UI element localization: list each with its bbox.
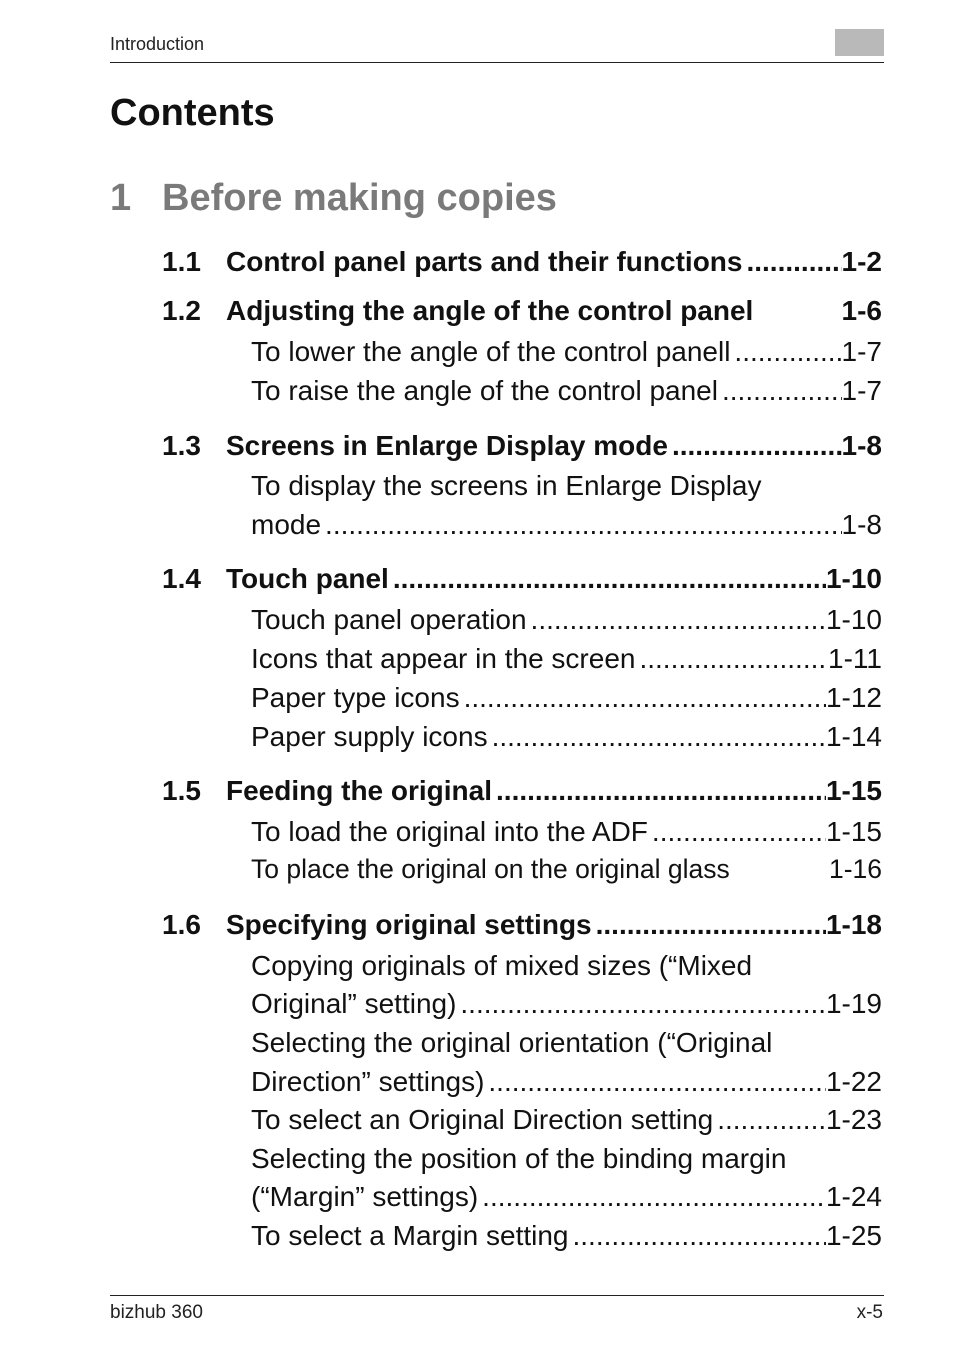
toc-page-number: 1-23	[825, 1104, 882, 1135]
toc-page-number: 1-11	[828, 643, 882, 674]
toc-entry-title: Paper type icons	[251, 682, 460, 713]
toc-section-entry[interactable]	[0, 246, 954, 282]
toc-entry-title: Selecting the position of the binding margin	[251, 1143, 787, 1174]
toc-subentry[interactable]	[0, 1143, 954, 1179]
toc-subentry[interactable]	[0, 721, 954, 757]
toc-dot-leader	[527, 604, 826, 636]
toc-entry-body	[251, 1143, 882, 1175]
toc-entry-title: Touch panel	[226, 563, 389, 594]
toc-entry-body	[226, 563, 882, 595]
toc-subentry[interactable]	[0, 1066, 954, 1102]
toc-subentry[interactable]	[0, 682, 954, 718]
toc-entry-title: Copying originals of mixed sizes (“Mixed	[251, 950, 753, 981]
toc-page-number: 1-24	[825, 1181, 882, 1212]
page-title: Contents	[110, 92, 275, 134]
toc-entry-title: (“Margin” settings)	[251, 1181, 479, 1212]
toc-dot-leader	[456, 988, 826, 1020]
toc-section-number: 1.1	[162, 246, 201, 277]
toc-entry-title: Specifying original settings	[226, 909, 592, 940]
toc-section-entry[interactable]	[0, 430, 954, 466]
toc-subentry[interactable]	[0, 816, 954, 852]
toc-page-number: 1-16	[828, 854, 882, 884]
toc-dot-leader	[718, 375, 842, 407]
toc-entry-title: To place the original on the original glass	[251, 854, 730, 884]
footer-product-name: bizhub 360	[110, 1302, 203, 1323]
toc-section-entry[interactable]	[0, 775, 954, 811]
toc-entry-body	[251, 816, 882, 848]
toc-entry-body	[251, 682, 882, 714]
toc-dot-leader	[592, 909, 826, 941]
toc-page-number: 1-6	[841, 295, 882, 326]
toc-section-number: 1.3	[162, 430, 201, 461]
toc-entry-body	[251, 988, 882, 1020]
running-header: Introduction	[110, 34, 205, 54]
toc-subentry[interactable]	[0, 470, 954, 506]
toc-page-number: 1-19	[825, 988, 882, 1019]
toc-entry-title: Adjusting the angle of the control panel	[226, 295, 754, 326]
chapter-number: 1	[110, 177, 132, 219]
toc-dot-leader	[389, 563, 826, 595]
toc-dot-leader	[742, 246, 841, 278]
toc-dot-leader	[648, 816, 826, 848]
toc-page-number: 1-22	[825, 1066, 882, 1097]
toc-page-number: 1-8	[841, 430, 882, 461]
toc-page-number: 1-7	[841, 375, 882, 406]
toc-page-number: 1-14	[825, 721, 882, 752]
toc-entry-title: Paper supply icons	[251, 721, 488, 752]
header-divider	[110, 62, 884, 63]
toc-dot-leader	[713, 1104, 826, 1136]
toc-entry-title: To select an Original Direction setting	[251, 1104, 714, 1135]
toc-page-number: 1-10	[825, 604, 882, 635]
toc-entry-title: Control panel parts and their functions	[226, 246, 743, 277]
toc-page-number: 1-25	[825, 1220, 882, 1251]
toc-section-number: 1.4	[162, 563, 201, 594]
toc-page-number: 1-18	[825, 909, 882, 940]
toc-section-number: 1.6	[162, 909, 201, 940]
chapter-title: Before making copies	[162, 177, 557, 219]
toc-section-entry[interactable]	[0, 295, 954, 331]
toc-subentry[interactable]	[0, 604, 954, 640]
footer-page-number: x-5	[856, 1302, 883, 1323]
toc-entry-body	[251, 1066, 882, 1098]
toc-dot-leader	[488, 721, 826, 753]
toc-entry-body	[251, 1220, 882, 1252]
toc-entry-title: To select a Margin setting	[251, 1220, 569, 1251]
toc-subentry[interactable]	[0, 1220, 954, 1256]
toc-entry-title: To raise the angle of the control panel	[251, 375, 718, 406]
toc-entry-title: To display the screens in Enlarge Display	[251, 470, 762, 501]
toc-section-entry[interactable]	[0, 563, 954, 599]
toc-entry-body	[251, 604, 882, 636]
toc-entry-body	[226, 246, 882, 278]
toc-entry-body	[251, 470, 882, 502]
toc-subentry[interactable]	[0, 643, 954, 679]
toc-page-number: 1-15	[825, 816, 882, 847]
toc-subentry[interactable]	[0, 509, 954, 545]
toc-entry-body	[226, 430, 882, 462]
toc-dot-leader	[569, 1220, 826, 1252]
toc-dot-leader	[460, 682, 826, 714]
toc-dot-leader	[492, 775, 826, 807]
toc-page-number: 1-8	[841, 509, 882, 540]
toc-entry-body	[251, 336, 882, 368]
toc-entry-body	[251, 950, 882, 982]
toc-page-number: 1-7	[841, 336, 882, 367]
toc-entry-body	[251, 1027, 882, 1059]
header-tab-marker	[835, 29, 884, 56]
footer-divider	[110, 1295, 884, 1296]
toc-entry-body	[226, 909, 882, 941]
toc-entry-title: Icons that appear in the screen	[251, 643, 636, 674]
toc-dot-leader	[635, 643, 828, 675]
toc-subentry[interactable]	[0, 988, 954, 1024]
toc-entry-body	[251, 721, 882, 753]
toc-entry-body	[251, 854, 882, 885]
toc-subentry[interactable]	[0, 1104, 954, 1140]
toc-subentry[interactable]	[0, 854, 954, 890]
toc-page-number: 1-2	[841, 246, 882, 277]
toc-subentry[interactable]	[0, 1027, 954, 1063]
toc-entry-title: Screens in Enlarge Display mode	[226, 430, 668, 461]
toc-entry-title: Feeding the original	[226, 775, 493, 806]
toc-entry-title: Touch panel operation	[251, 604, 527, 635]
toc-entry-title: Original” setting)	[251, 988, 457, 1019]
toc-entry-title: To load the original into the ADF	[251, 816, 648, 847]
toc-dot-leader	[668, 430, 842, 462]
toc-subentry[interactable]	[0, 336, 954, 372]
toc-entry-body	[251, 375, 882, 407]
toc-section-number: 1.2	[162, 295, 201, 326]
toc-subentry[interactable]	[0, 950, 954, 986]
toc-entry-body	[251, 1104, 882, 1136]
toc-entry-body	[226, 775, 882, 807]
toc-entry-body	[251, 509, 882, 541]
toc-entry-body	[226, 295, 882, 327]
toc-entry-title: Direction” settings)	[251, 1066, 485, 1097]
toc-entry-title: To lower the angle of the control panell	[251, 336, 731, 367]
toc-dot-leader	[321, 509, 841, 541]
toc-entry-body	[251, 1181, 882, 1213]
toc-dot-leader	[484, 1066, 826, 1098]
toc-dot-leader	[478, 1181, 826, 1213]
toc-dot-leader	[730, 336, 841, 368]
toc-subentry[interactable]	[0, 375, 954, 411]
toc-section-number: 1.5	[162, 775, 201, 806]
toc-entry-body	[251, 643, 882, 675]
toc-page-number: 1-12	[825, 682, 882, 713]
toc-entry-title: mode	[251, 509, 322, 540]
toc-page-number: 1-10	[825, 563, 882, 594]
toc-page-number: 1-15	[825, 775, 882, 806]
toc-entry-title: Selecting the original orientation (“Original	[251, 1027, 773, 1058]
toc-subentry[interactable]	[0, 1181, 954, 1217]
toc-section-entry[interactable]	[0, 909, 954, 945]
